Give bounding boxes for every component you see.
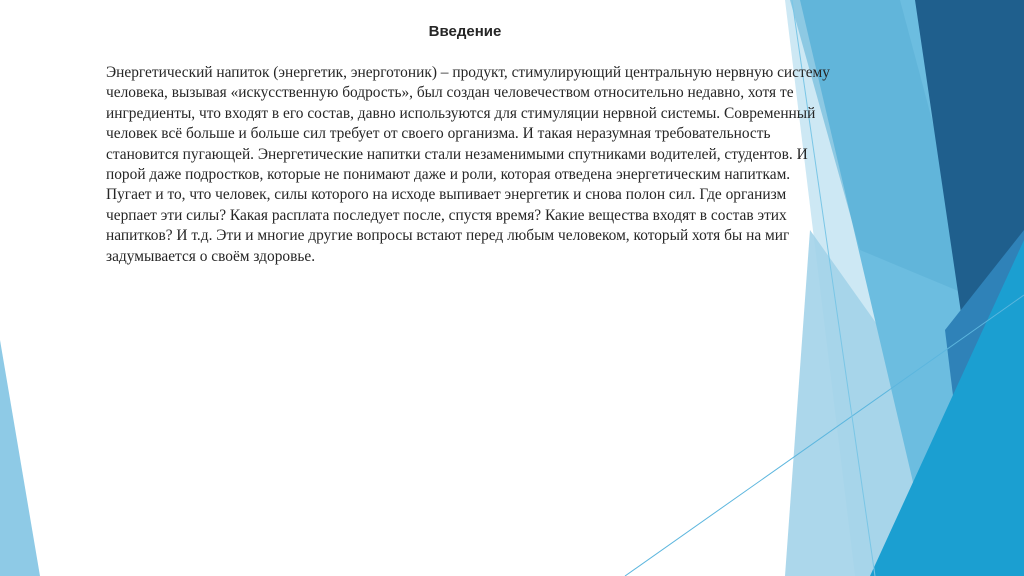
left-edge-triangle [0, 340, 40, 576]
slide-title: Введение [428, 23, 502, 40]
slide-body-text: Энергетический напиток (энергетик, энерготоник) – продукт, стимулирующий центральную нервную систему человека, вызывая «искусственную бодрость», был создан человечеством относительно недавно, хотя те ингредиенты, что входят в его состав, давно используются для стимуляции нервной системы. Современный человек всё больше и больше сил требует от своего организма. И такая неразумная требовательность становится пугающей. Энергетические напитки стали незаменимыми спутниками водителей, студентов. И порой даже подростков, которые не понимают даже и роли, которая отведена энергетическим напиткам. Пугает и то, что человек, силы которого на исходе выпивает энергетик и снова полон сил. Где организм черпает эти силы? Какая расплата последует после, спустя время? Какие вещества входят в состав этих напитков? И т.д. Эти и многие другие вопросы встают перед любым человеком, который хотя бы на миг задумывается о своём здоровье. [106, 64, 830, 265]
